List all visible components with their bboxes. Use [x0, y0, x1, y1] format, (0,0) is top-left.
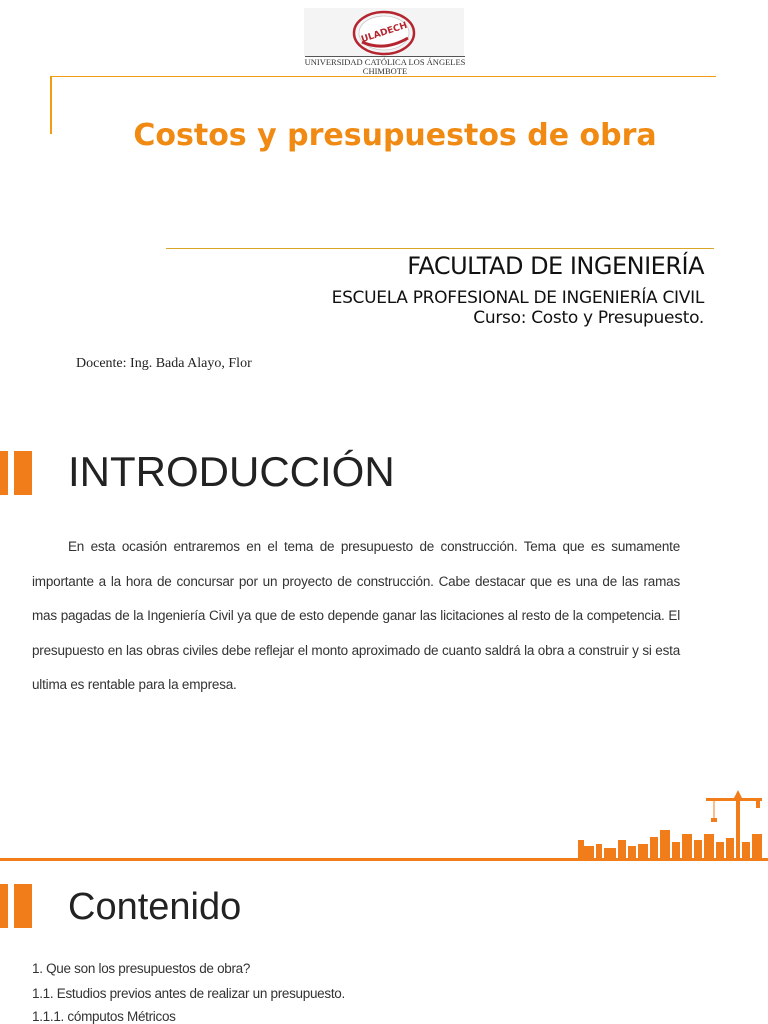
heading-accent-bar: [14, 884, 32, 928]
logo-caption: [300, 56, 470, 76]
teacher-name: Docente: Ing. Bada Alayo, Flor: [76, 356, 252, 371]
heading-accent-bar: [0, 451, 8, 495]
school-name: ESCUELA PROFESIONAL DE INGENIERÍA CIVIL: [331, 288, 704, 308]
contents-heading: Contenido: [68, 886, 242, 928]
slide-bottom-rule: [0, 858, 768, 861]
introduction-heading: INTRODUCCIÓN: [68, 448, 395, 495]
presentation-title: Costos y presupuestos de obra: [133, 118, 657, 153]
title-frame-top-rule: [50, 76, 716, 77]
uladech-seal-icon: [304, 8, 464, 56]
university-city: CHIMBOTE: [362, 66, 408, 76]
university-name: UNIVERSIDAD CATÓLICA LOS ÁNGELES: [304, 57, 466, 67]
svg-text:ULADECH: ULADECH: [360, 20, 409, 46]
toc-item: 1.1. Estudios previos antes de realizar un presupuesto.: [32, 986, 345, 1001]
heading-accent-bar: [0, 884, 8, 928]
logo-background: [304, 8, 464, 56]
heading-accent-bar: [14, 451, 32, 495]
introduction-body: En esta ocasión entraremos en el tema de presupuesto de construcción. Tema que es sumamente importante a la hora de concursar por un proyecto de construcción. Cabe destacar que es una de las ramas mas pagadas de la Ingeniería Civil ya que de esto depende ganar las licitaciones al resto de la competencia. El presupuesto en las obras civiles debe reflejar el monto aproximado de cuanto saldrá la obra a construir y si esta ultima es rentable para la empresa.: [32, 539, 680, 692]
course-name: Curso: Costo y Presupuesto.: [473, 308, 704, 328]
introduction-paragraph: [32, 530, 680, 703]
faculty-name: FACULTAD DE INGENIERÍA: [407, 252, 704, 280]
toc-item: 1.1.1. cómputos Métricos: [32, 1009, 176, 1024]
subtitle-divider: [166, 248, 714, 249]
city-skyline-crane-icon: [574, 790, 768, 860]
toc-item: 1. Que son los presupuestos de obra?: [32, 961, 251, 976]
